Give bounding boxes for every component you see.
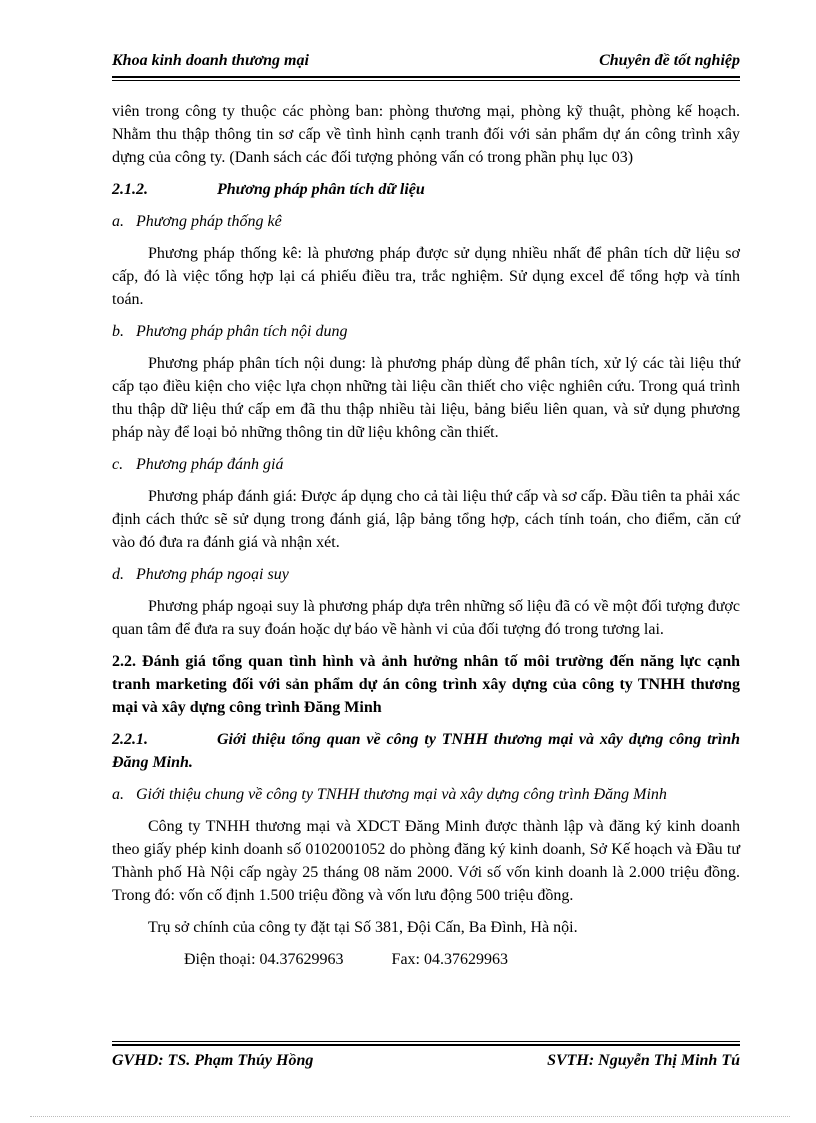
subsection-c-heading (112, 453, 740, 476)
header-rule-thick (112, 76, 740, 78)
address-line: Trụ sở chính của công ty đặt tại Số 381, Đội Cấn, Ba Đình, Hà nội. (148, 919, 578, 936)
header-document-type: Chuyên đề tốt nghiệp (599, 52, 740, 69)
section-2-1-2-heading (112, 178, 740, 201)
subsection-label: b. (112, 323, 124, 340)
subsection-title: Giới thiệu chung về công ty TNHH thương mại và xây dựng công trình Đăng Minh (136, 786, 667, 803)
subsection-label: a. (112, 213, 124, 230)
header-faculty: Khoa kinh doanh thương mại (112, 52, 309, 69)
footer-student: SVTH: Nguyễn Thị Minh Tú (547, 1052, 740, 1069)
section-title: Phương pháp phân tích dữ liệu (217, 181, 425, 198)
subsection-b-heading (112, 320, 740, 343)
subsection-d-heading (112, 563, 740, 586)
subsection-a-paragraph: Phương pháp thống kê: là phương pháp được sử dụng nhiều nhất để phân tích dữ liệu sơ cấp, đó là việc tổng hợp lại cá phiếu điều tra, trắc nghiệm. Sử dụng excel để tổng hợp và tính toán. (112, 245, 740, 308)
intro-paragraph: viên trong công ty thuộc các phòng ban: phòng thương mại, phòng kỹ thuật, phòng kế hoạch. Nhằm thu thập thông tin sơ cấp về tình hình cạnh tranh đối với sản phẩm dự án công trình xây dựng của công ty. (Danh sách các đối tượng phỏng vấn có trong phần phụ lục 03) (112, 103, 740, 166)
subsection-d-paragraph: Phương pháp ngoại suy là phương pháp dựa trên những số liệu đã có về một đối tượng được quan tâm để đưa ra suy đoán hoặc dự báo về hành vi của đối tượng đó trong tương lai. (112, 598, 740, 638)
section-title: Giới thiệu tổng quan về công ty TNHH thương mại và xây dựng công trình Đăng Minh. (112, 731, 740, 771)
subsection-label: d. (112, 566, 124, 583)
page-content (112, 100, 740, 980)
header-rule-thin (112, 80, 740, 81)
company-intro-paragraph: Công ty TNHH thương mại và XDCT Đăng Minh được thành lập và đăng ký kinh doanh theo giấy phép kinh doanh số 0102001052 do phòng đăng ký kinh doanh, Sở Kế hoạch và Đầu tư Thành phố Hà Nội cấp ngày 25 tháng 08 năm 2000. Với số vốn kinh doanh là 2.000 triệu đồng. Trong đó: vốn cố định 1.500 triệu đồng và vốn lưu động 500 triệu đồng. (112, 818, 740, 904)
subsection-a-heading (112, 210, 740, 233)
footer-rule-thin (112, 1041, 740, 1042)
footer-rule-thick (112, 1044, 740, 1046)
section-number: 2.2.1. (112, 731, 148, 748)
subsection-title: Phương pháp ngoại suy (136, 566, 289, 583)
subsection-title: Phương pháp phân tích nội dung (136, 323, 348, 340)
page-bottom-edge (30, 1116, 790, 1117)
phone-number: Điện thoại: 04.37629963 (184, 951, 344, 968)
subsection-b-paragraph: Phương pháp phân tích nội dung: là phương pháp dùng để phân tích, xử lý các tài liệu thứ cấp tạo điều kiện cho việc lựa chọn những tài liệu cần thiết cho việc nghiên cứu. Trong quá trình thu thập dữ liệu thứ cấp em đã thu thập nhiều tài liệu, bảng biểu liên quan, và sử dụng phương pháp này để loại bỏ những thông tin dữ liệu không cần thiết. (112, 355, 740, 441)
subsection-title: Phương pháp thống kê (136, 213, 282, 230)
fax-number: Fax: 04.37629963 (391, 951, 508, 968)
footer-supervisor: GVHD: TS. Phạm Thúy Hồng (112, 1052, 314, 1069)
subsection-label: a. (112, 786, 124, 803)
section-2-2-1-heading (112, 728, 740, 774)
subsection-title: Phương pháp đánh giá (136, 456, 284, 473)
contact-line (112, 948, 740, 971)
page-header (112, 50, 740, 74)
subsection-c-paragraph: Phương pháp đánh giá: Được áp dụng cho cả tài liệu thứ cấp và sơ cấp. Đầu tiên ta phải xác định cách thức sẽ sử dụng trong đánh giá, lập bảng tổng hợp, cách tính toán, cho điểm, căn cứ vào đó đưa ra đánh giá và nhận xét. (112, 488, 740, 551)
section-number: 2.1.2. (112, 181, 148, 198)
subsection-label: c. (112, 456, 124, 473)
section-2-2-heading: 2.2. Đánh giá tổng quan tình hình và ảnh hưởng nhân tố môi trường đến năng lực cạnh tranh marketing đối với sản phẩm dự án công trình xây dựng của công ty TNHH thương mại và xây dựng công trình Đăng Minh (112, 653, 740, 716)
subsection-a2-heading (112, 783, 740, 806)
